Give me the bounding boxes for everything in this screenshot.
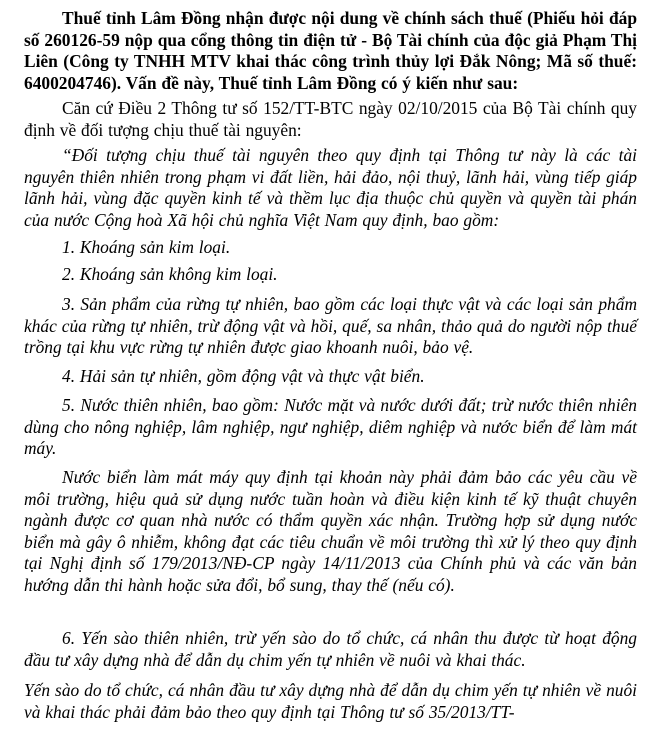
list-item-3: 3. Sản phẩm của rừng tự nhiên, bao gồm các loại thực vật và các loại sản phẩm khác của rừng tự nhiên, trừ động vật và hồi, quế, sa nhân, thảo quả do người nộp thuế trồng tại khu vực rừng tự nhiên được giao khoanh nuôi, bảo vệ.	[24, 294, 637, 358]
quote-intro-paragraph: “Đối tượng chịu thuế tài nguyên theo quy định tại Thông tư này là các tài nguyên thiên nhiên trong phạm vi đất liền, hải đảo, nội thuỷ, lãnh hải, vùng tiếp giáp lãnh hải, vùng đặc quyền kinh tế và thềm lục địa thuộc chủ quyền và quyền tài phán của nước Cộng hoà Xã hội chủ nghĩa Việt Nam quy định, bao gồm:	[24, 145, 637, 230]
list-item-4: 4. Hải sản tự nhiên, gồm động vật và thực vật biển.	[62, 366, 425, 386]
intro-paragraph: Thuế tỉnh Lâm Đồng nhận được nội dung về chính sách thuế (Phiếu hỏi đáp số 260126-59 nộp qua cổng thông tin điện tử - Bộ Tài chính của độc giả Phạm Thị Liên (Công ty TNHH MTV khai thác công trình thủy lợi Đắk Nông; Mã số thuế: 6400204746). Vấn đề này, Thuế tỉnh Lâm Đồng có ý kiến như sau:	[24, 8, 637, 93]
list-item-1: 1. Khoáng sản kim loại.	[62, 237, 231, 257]
list-item-2: 2. Khoáng sản không kim loại.	[62, 264, 278, 284]
list-item-6: 6. Yến sào thiên nhiên, trừ yến sào do tổ chức, cá nhân thu được từ hoạt động đầu tư xây dựng nhà để dẫn dụ chim yến tự nhiên về nuôi và khai thác.	[24, 628, 637, 670]
list-item-5: 5. Nước thiên nhiên, bao gồm: Nước mặt và nước dưới đất; trừ nước thiên nhiên dùng cho nông nghiệp, lâm nghiệp, ngư nghiệp, diêm nghiệp và nước biển để làm mát máy.	[24, 395, 637, 459]
legal-basis-paragraph: Căn cứ Điều 2 Thông tư số 152/TT-BTC ngày 02/10/2015 của Bộ Tài chính quy định về đối tượng chịu thuế tài nguyên:	[24, 98, 637, 140]
bird-nest-note-paragraph: Yến sào do tổ chức, cá nhân đầu tư xây dựng nhà để dẫn dụ chim yến tự nhiên về nuôi và khai thác phải đảm bảo theo quy định tại Thông tư số 35/2013/TT-	[24, 680, 637, 722]
seawater-note-paragraph: Nước biển làm mát máy quy định tại khoản này phải đảm bảo các yêu cầu về môi trường, hiệu quả sử dụng nước tuần hoàn và điều kiện kinh tế kỹ thuật chuyên ngành được cơ quan nhà nước có thẩm quyền xác nhận. Trường hợp sử dụng nước biển mà gây ô nhiễm, không đạt các tiêu chuẩn về môi trường thì xử lý theo quy định tại Nghị định số 179/2013/NĐ-CP ngày 14/11/2013 của Chính phủ và các văn bản hướng dẫn thi hành hoặc sửa đổi, bổ sung, thay thế (nếu có).	[24, 467, 637, 595]
